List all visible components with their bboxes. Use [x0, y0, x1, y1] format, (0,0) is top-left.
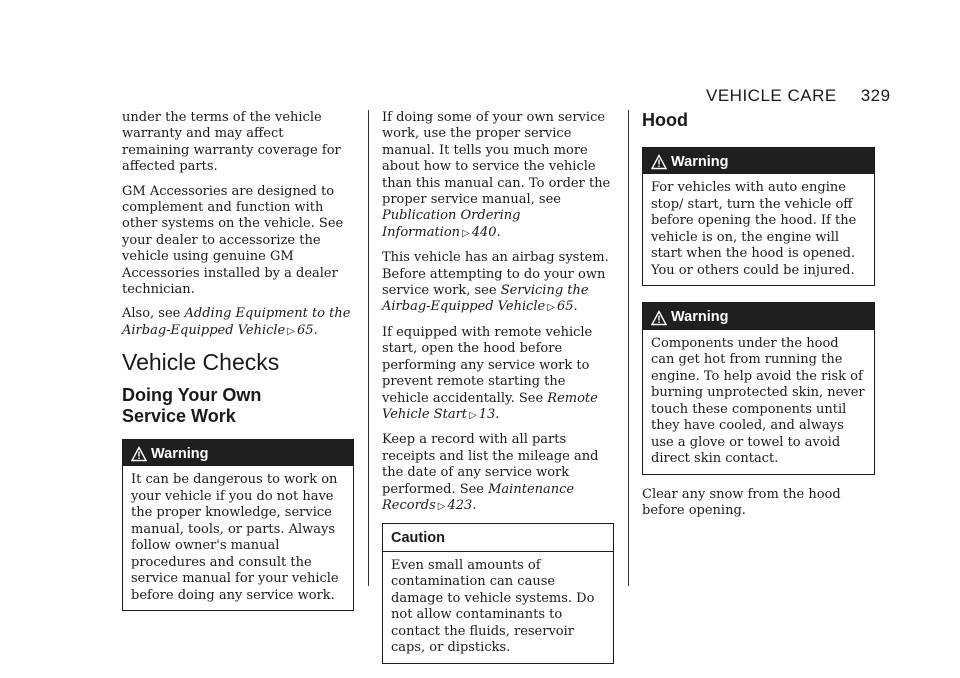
section-heading: Vehicle Checks [122, 349, 280, 376]
page-reference-arrow-icon: ▷ [469, 409, 477, 421]
page-number: 329 [860, 86, 891, 105]
page-header [706, 86, 891, 106]
cross-reference-link[interactable]: Publication Ordering Information [382, 208, 521, 240]
cross-reference-link[interactable]: Remote Vehicle Start [382, 390, 598, 422]
warning-body: It can be dangerous to work on your vehicle if you do not have the proper knowledge, service manual, tools, or parts. Always follow owner's manual procedures and consult the service manual for your vehicle before doing any service work. [131, 472, 339, 603]
page-reference-arrow-icon: ▷ [547, 302, 555, 314]
section-heading-hood: Hood [642, 110, 688, 130]
section-title: VEHICLE CARE [706, 86, 837, 105]
text: If doing some of your own service work, use the proper service manual. It tells you much more about how to service the vehicle than this manual can. To order the proper service manual, see [382, 110, 611, 208]
warning-header [123, 440, 353, 466]
column-divider [368, 110, 369, 586]
heading-line: Service Work [122, 405, 236, 426]
warning-triangle-icon [651, 310, 667, 326]
cross-reference-link[interactable]: Maintenance Records [382, 481, 575, 513]
page-reference-arrow-icon: ▷ [437, 500, 446, 512]
warning-triangle-icon [651, 154, 667, 170]
warning-title: Warning [151, 445, 209, 462]
page-ref-number[interactable]: 65 [296, 322, 314, 338]
column-3 [642, 110, 875, 528]
warning-title: Warning [671, 309, 729, 326]
paragraph: GM Accessories are designed to complement and function with other systems on the vehicle. See your dealer to accessorize the vehicle using genuine GM Accessories installed by a dealer technician. [122, 183, 344, 298]
paragraph: This vehicle has an airbag system. Before attempting to do your own service work, see Servicing the Airbag-Equipped Vehicle ▷ 65. [382, 250, 609, 315]
paragraph: If equipped with remote vehicle start, open the hood before performing any service work to prevent remote starting the vehicle accidentally. See Remote Vehicle Start ▷ 13. [382, 324, 598, 422]
column-divider [628, 110, 629, 586]
paragraph: If doing some of your own service work, use the proper service manual. It tells you much more about how to service the vehicle than this manual can. To order the proper service manual, see Publication Ordering Information ▷ 440. [382, 110, 611, 240]
heading-line: Doing Your Own [122, 384, 262, 405]
paragraph: Keep a record with all parts receipts and list the mileage and the date of any service work performed. See Maintenance Records ▷ 423. [382, 432, 599, 513]
caution-title: Caution [383, 524, 613, 551]
cross-reference-link[interactable]: Adding Equipment to the Airbag-Equipped Vehicle [122, 306, 351, 338]
paragraph: Clear any snow from the hood before opening. [642, 486, 841, 519]
text: If equipped with remote vehicle start, open the hood before performing any service work to prevent remote starting the vehicle accidentally. See [382, 324, 593, 406]
text: Keep a record with all parts receipts and list the mileage and the date of any service work performed. See [382, 432, 599, 497]
warning-body: Components under the hood can get hot from running the engine. To help avoid the risk of burning unprotected skin, never touch these components until they have cooled, and always use a glove or towel to avoid direct skin contact. [651, 335, 865, 467]
warning-triangle-icon [131, 446, 147, 462]
warning-header [643, 303, 874, 329]
text: Also, see [122, 306, 181, 322]
page-ref-number[interactable]: 423 [447, 497, 473, 513]
caution-box [382, 523, 614, 663]
warning-box [642, 147, 875, 286]
warning-body: For vehicles with auto engine stop/ start, turn the vehicle off before opening the hood. If the vehicle is on, the engine will start when the hood is opened. You or others could be injured. [651, 180, 857, 278]
warning-header [643, 148, 874, 174]
text: This vehicle has an airbag system. Before attempting to do your own service work, see [382, 250, 609, 299]
column-1 [122, 110, 354, 623]
page-reference-arrow-icon: ▷ [462, 227, 470, 239]
paragraph: under the terms of the vehicle warranty and may affect remaining warranty coverage for affected parts. [122, 110, 341, 175]
warning-box [122, 439, 354, 611]
subsection-heading [122, 385, 354, 427]
paragraph: Also, see Adding Equipment to the Airbag-Equipped Vehicle ▷ 65. [122, 306, 351, 338]
caution-body: Even small amounts of contamination can cause damage to vehicle systems. Do not allow contaminants to contact the fluids, reservoir caps, or dipsticks. [391, 557, 595, 656]
page-ref-number[interactable]: 13 [478, 406, 496, 422]
page-reference-arrow-icon: ▷ [287, 325, 295, 337]
warning-title: Warning [671, 154, 729, 170]
page-ref-number[interactable]: 440 [471, 224, 497, 240]
column-2 [382, 110, 614, 676]
warning-box [642, 302, 875, 474]
cross-reference-link[interactable]: Servicing the Airbag-Equipped Vehicle [382, 283, 589, 315]
page-ref-number[interactable]: 65 [556, 299, 574, 315]
